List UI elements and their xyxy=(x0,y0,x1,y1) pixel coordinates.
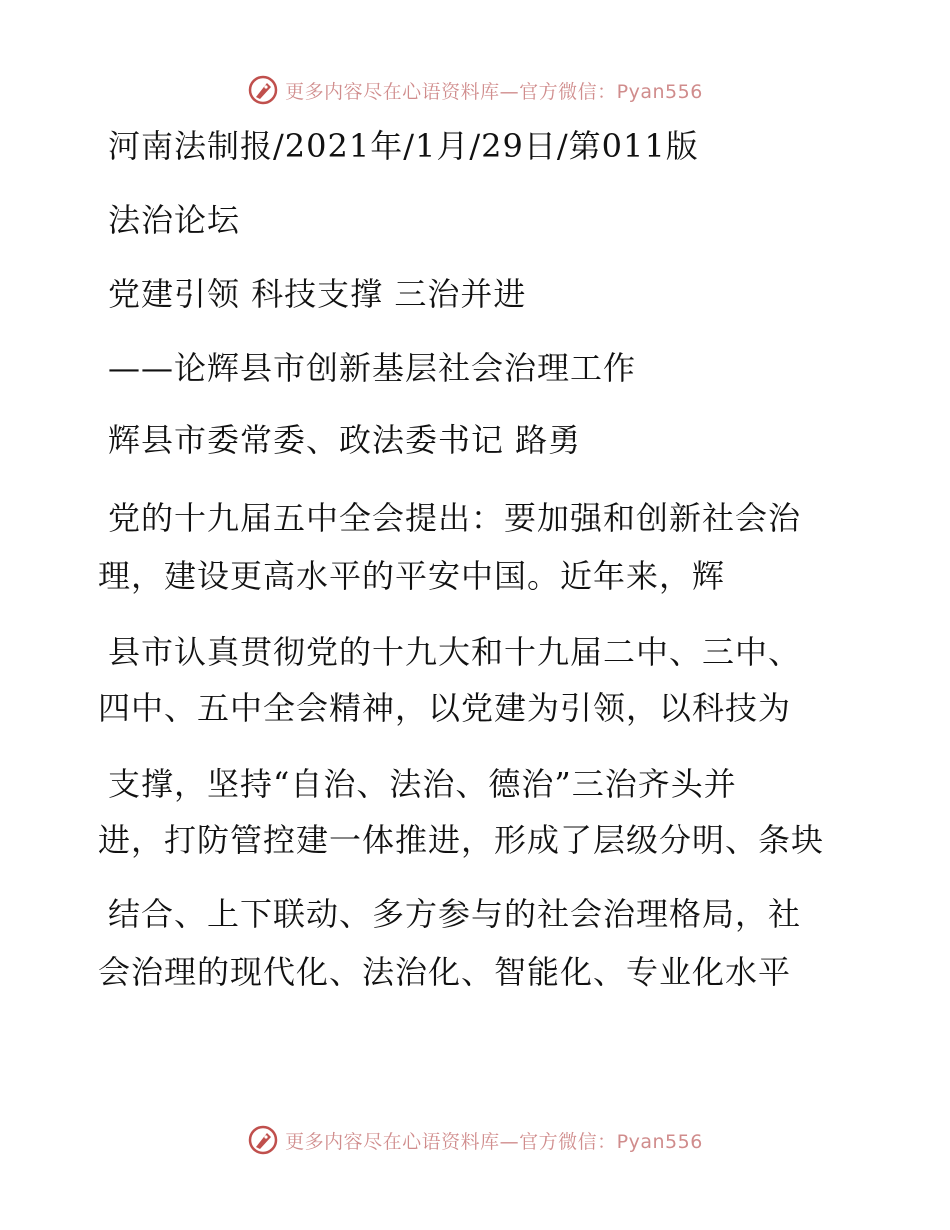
body-line: 结合、上下联动、多方参与的社会治理格局，社 xyxy=(108,895,802,933)
watermark-header xyxy=(0,70,950,110)
source-line: 河南法制报/2021年/1月/29日/第011版 xyxy=(108,127,699,165)
article-subtitle: ——论辉县市创新基层社会治理工作 xyxy=(108,349,637,387)
body-line: 党的十九届五中全会提出：要加强和创新社会治 xyxy=(108,499,802,537)
body-line: 县市认真贯彻党的十九大和十九届二中、三中、 xyxy=(108,633,802,671)
watermark-text: 更多内容尽在心语资料库—官方微信：Pyan556 xyxy=(285,80,703,103)
body-line: 会治理的现代化、法治化、智能化、专业化水平 xyxy=(98,953,792,991)
body-line: 理，建设更高水平的平安中国。近年来，辉 xyxy=(98,557,726,595)
body-line: 进，打防管控建一体推进，形成了层级分明、条块 xyxy=(98,821,825,859)
article-title: 党建引领 科技支撑 三治并进 xyxy=(108,275,527,313)
watermark-footer xyxy=(0,1120,950,1160)
column-name: 法治论坛 xyxy=(108,201,241,239)
article-author: 辉县市委常委、政法委书记 路勇 xyxy=(108,421,582,459)
pen-nib-logo-icon xyxy=(247,1124,279,1156)
pen-nib-logo-icon xyxy=(247,74,279,106)
body-line: 支撑，坚持“自治、法治、德治”三治齐头并 xyxy=(108,765,737,803)
watermark-text: 更多内容尽在心语资料库—官方微信：Pyan556 xyxy=(285,1130,703,1153)
body-line: 四中、五中全会精神，以党建为引领，以科技为 xyxy=(98,689,792,727)
